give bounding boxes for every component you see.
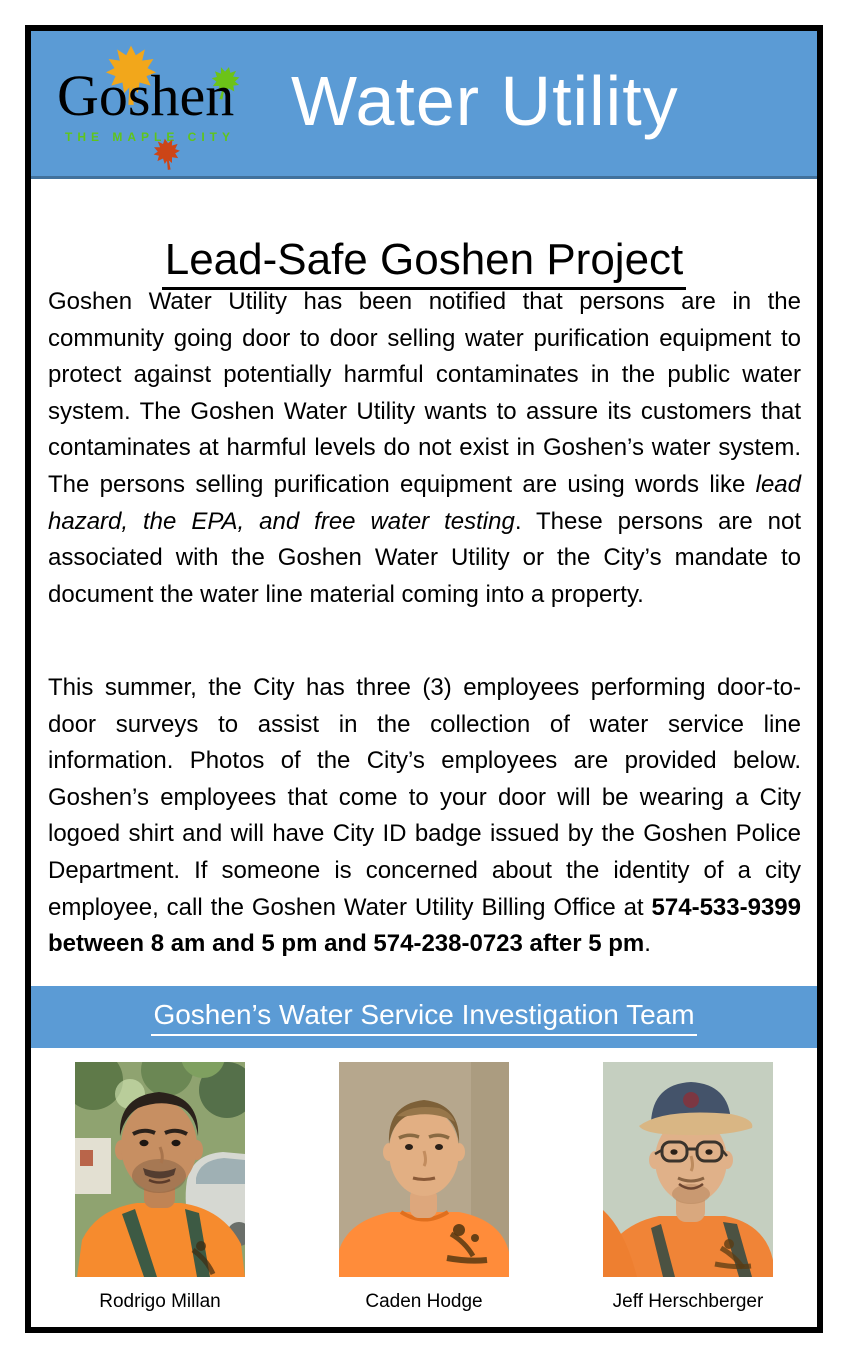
employee-photo-caden-hodge [339, 1062, 509, 1277]
team-member-card [75, 1062, 245, 1313]
maple-leaf-red-icon [149, 135, 185, 173]
paragraph-employees-text: This summer, the City has three (3) employees performing door-to-door surveys to assist in the collection of water service line information. Photos of the City’s employees are provided below. Goshen’s employees that come to your door will be wearing a City logoed shirt and will have City ID badge issued by the Goshen Police Department. If someone is concerned about the identity of a city employee, call the Goshen Water Utility Billing Office at [48, 674, 801, 921]
document-title [31, 234, 817, 286]
team-heading-banner [31, 986, 817, 1048]
header-title: Water Utility [291, 61, 679, 140]
employee-photo-rodrigo-millan [75, 1062, 245, 1277]
employee-name: Rodrigo Millan [99, 1291, 221, 1312]
document-title-text: Lead-Safe Goshen Project [162, 235, 687, 290]
paragraph-employees-phone-numbers: 574-533-9399 between 8 am and 5 pm and 574-238-0723 after 5 pm [48, 893, 801, 958]
team-heading-text: Goshen’s Water Service Investigation Team [151, 999, 696, 1036]
employee-photo-jeff-herschberger [603, 1062, 773, 1277]
paragraph-employees-text-end: . [644, 930, 651, 958]
header-banner [31, 31, 817, 179]
flyer-frame [25, 25, 823, 1333]
team-member-card [603, 1062, 773, 1313]
team-photo-row [31, 1062, 817, 1313]
paragraph-employees [48, 670, 801, 972]
paragraph-notice-italic-phrase: lead hazard, the EPA, and free water testing [48, 470, 801, 535]
goshen-city-logo [55, 31, 275, 176]
employee-name: Jeff Herschberger [612, 1291, 764, 1312]
paragraph-notice [48, 284, 801, 660]
paragraph-notice-text: Goshen Water Utility has been notified that persons are in the community going door to door selling water purification equipment to protect against potentially harmful contaminates in the public water system. The Goshen Water Utility wants to assure its customers that contaminates at harmful levels do not exist in Goshen’s water system. The persons selling purification equipment are using words like [48, 288, 801, 498]
team-member-card [339, 1062, 509, 1313]
employee-name: Caden Hodge [365, 1291, 483, 1312]
logo-wordmark: Goshen [57, 63, 235, 128]
logo-tagline: THE MAPLE CITY [65, 130, 236, 144]
paragraph-notice-text-end: . These persons are not associated with the Goshen Water Utility or the City’s mandate to document the water line material coming into a property. [48, 507, 801, 608]
